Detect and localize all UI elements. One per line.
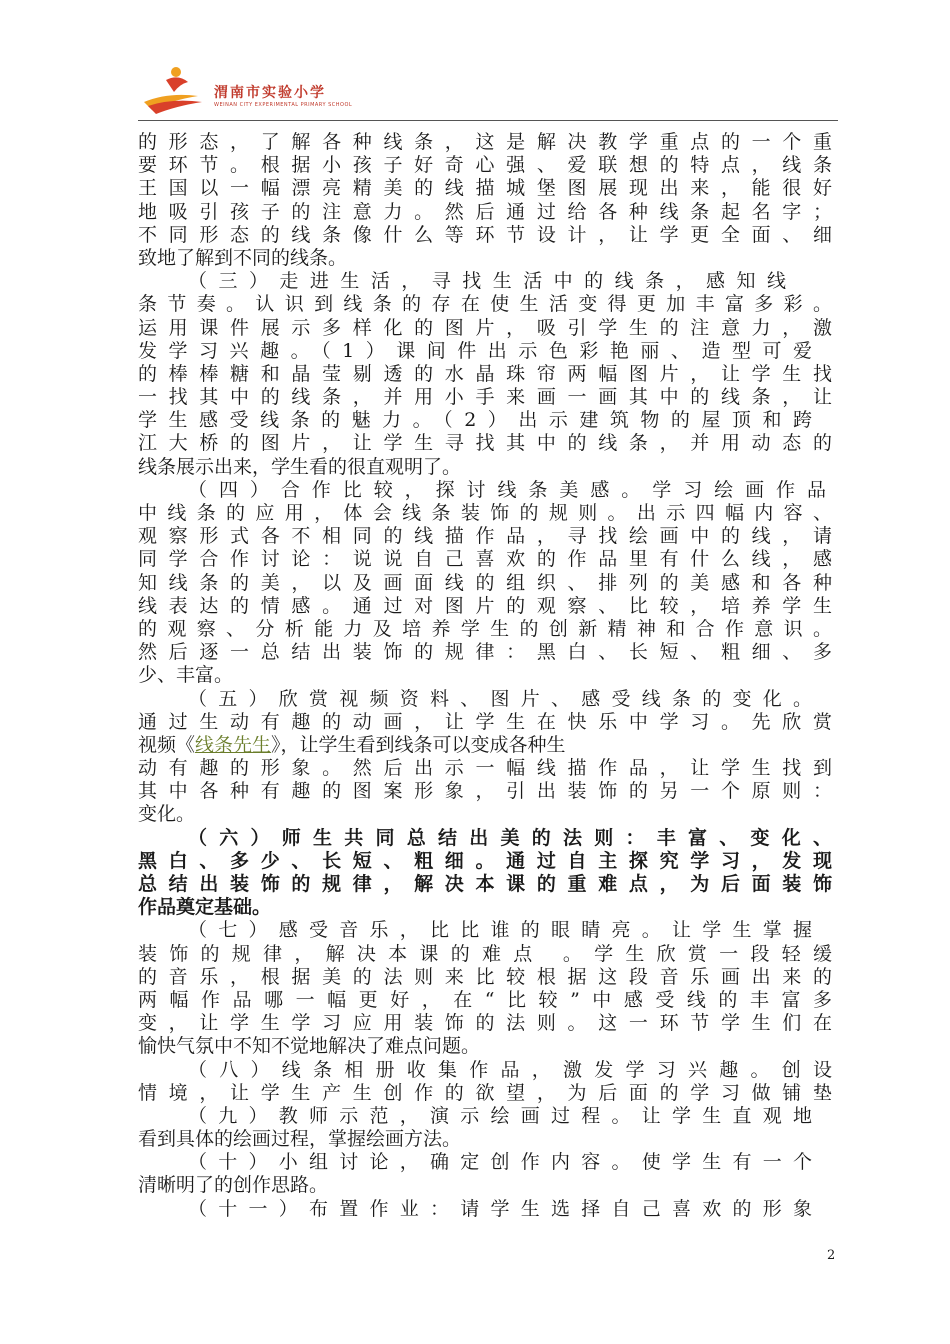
section-heading-3: （三）走进生活，寻找生活中的线条，感知线 <box>188 270 786 293</box>
text-line: 黑白、多少、长短、粗细。通过自主探究学习，发现 <box>138 849 832 872</box>
text-line: 条节奏。认识到线条的存在使生活变得更加丰富多彩。 <box>138 293 832 316</box>
text-line: 两幅作品哪一幅更好，在“比较”中感受线的丰富多 <box>138 988 832 1011</box>
page-number: 2 <box>827 1248 836 1263</box>
text-line: 的形态，了解各种线条，这是解决教学重点的一个重 <box>138 131 832 153</box>
section-heading-9: （九）教师示范，演示绘画过程。让学生直观地 <box>188 1104 812 1127</box>
text-line: 动有趣的形象。然后出示一幅线描作品，让学生找到 <box>138 757 832 780</box>
text-line: 的音乐，根据美的法则来比较根据这段音乐画出来的 <box>138 965 832 988</box>
text-line: 的观察、分析能力及培养学生的创新精神和合作意识。 <box>138 617 832 640</box>
text-line: 看到具体的绘画过程，掌握绘画方法。 <box>138 1128 462 1151</box>
school-name-en: WEINAN CITY EXPERIMENTAL PRIMARY SCHOOL <box>214 102 353 108</box>
text-line: 通过生动有趣的动画，让学生在快乐中学习。先欣赏 <box>138 710 832 733</box>
section-heading-10: （十）小组讨论，确定创作内容。使学生有一个 <box>188 1151 812 1174</box>
school-name: 渭南市实验小学 <box>214 85 326 101</box>
text-line: 致地了解到不同的线条。 <box>138 246 348 269</box>
text-line: 观察形式各不相同的线描作品，寻找绘画中的线，请 <box>138 525 832 548</box>
text-line: 江大桥的图片，让学生寻找其中的线条，并用动态的 <box>138 432 832 455</box>
text-line: 知线条的美，以及画面线的组织、排列的美感和各种 <box>138 571 832 594</box>
text-line: 然后逐一总结出装饰的规律：黑白、长短、粗细、多 <box>138 641 832 664</box>
text-line: 不同形态的线条像什么等环节设计，让学更全面、细 <box>138 223 832 246</box>
text-line: 少、丰富。 <box>138 664 234 687</box>
section-heading-8: （八）线条相册收集作品，激发学习兴趣。创设 <box>188 1058 832 1081</box>
text-line: 其中各种有趣的图案形象，引出装饰的另一个原则： <box>138 780 832 803</box>
text-line: 装饰的规律，解决本课的难点 。学生欣赏一段轻缓 <box>138 942 832 965</box>
text-line: 运用课件展示多样化的图片，吸引学生的注意力，激 <box>138 316 832 339</box>
text-line: 变，让学生学习应用装饰的法则。这一环节学生们在 <box>138 1012 832 1035</box>
text-line: 王国以一幅漂亮精美的线描城堡图展现出来，能很好 <box>138 177 832 200</box>
text-line: 清晰明了的创作思路。 <box>138 1174 329 1197</box>
section-heading-7: （七）感受音乐，比比谁的眼睛亮。让学生掌握 <box>188 919 812 942</box>
text-fragment: 视频《 <box>138 733 196 756</box>
video-link[interactable]: 线条先生 <box>195 733 272 756</box>
text-fragment: 》，让学生看到线条可以变成各种生 <box>271 733 566 756</box>
text-line: 发学习兴趣。（1）课间件出示色彩艳丽、造型可爱 <box>138 339 812 362</box>
text-line: 情境，让学生产生创作的欲望，为后面的学习做铺垫 <box>138 1081 832 1104</box>
text-line: 变化。 <box>138 803 196 826</box>
header-rule <box>138 120 838 121</box>
section-heading-4: （四）合作比较，探讨线条美感。学习绘画作品 <box>188 478 826 501</box>
text-line <box>138 734 832 757</box>
text-line: 要环节。根据小孩子好奇心强、爱联想的特点，线条 <box>138 154 832 177</box>
school-logo-icon <box>138 62 208 114</box>
text-line: 中线条的应用，体会线条装饰的规则。出示四幅内容、 <box>138 502 832 524</box>
page-header <box>138 62 838 120</box>
section-heading-11: （十一）布置作业：请学生选择自己喜欢的形象 <box>188 1197 812 1220</box>
section-heading-5: （五）欣赏视频资料、图片、感受线条的变化。 <box>188 687 812 710</box>
text-line: 线表达的情感。通过对图片的观察、比较，培养学生 <box>138 594 832 617</box>
text-line: 愉快气氛中不知不觉地解决了难点问题。 <box>138 1035 481 1058</box>
text-line: 总结出装饰的规律，解决本课的重难点，为后面装饰 <box>138 873 832 895</box>
text-line: 的棒棒糖和晶莹剔透的水晶珠帘两幅图片，让学生找 <box>138 362 832 385</box>
text-line: 作品奠定基础。 <box>138 896 272 919</box>
document-body <box>138 131 832 1221</box>
text-line: 线条展示出来，学生看的很直观明了。 <box>138 455 462 478</box>
section-heading-6: （六）师生共同总结出美的法则：丰富、变化、 <box>188 826 832 849</box>
text-line: 地吸引孩子的注意力。然后通过给各种线条起名字； <box>138 200 832 223</box>
text-line: 一找其中的线条，并用小手来画一画其中的线条，让 <box>138 386 832 409</box>
text-line: 同学合作讨论：说说自己喜欢的作品里有什么线，感 <box>138 548 832 571</box>
text-line: 学生感受线条的魅力。（2）出示建筑物的屋顶和跨 <box>138 409 812 432</box>
